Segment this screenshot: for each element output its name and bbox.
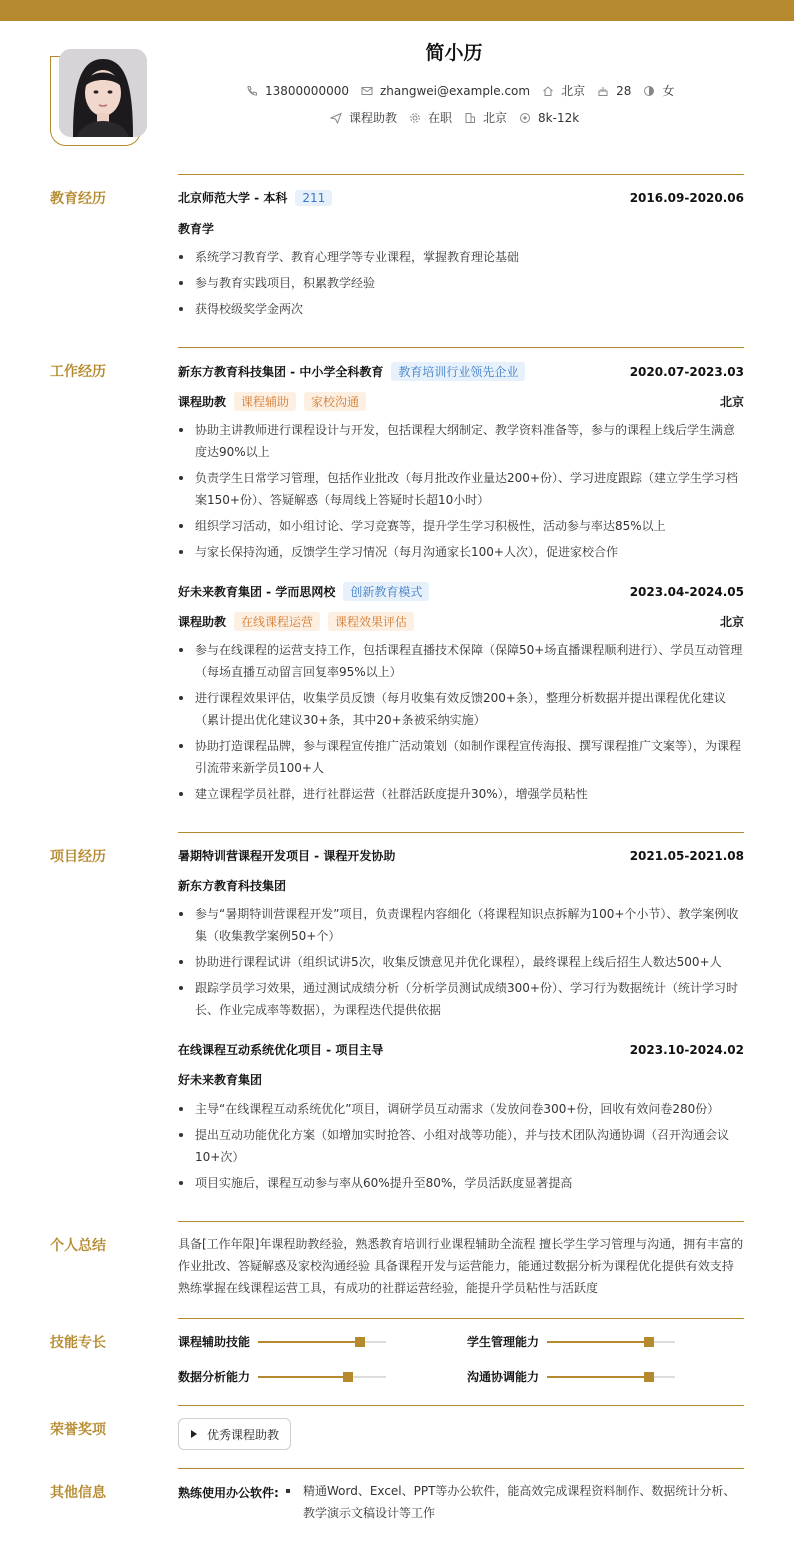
home-icon	[542, 85, 554, 97]
list-item: 与家长保持沟通，反馈学生学习情况（每月沟通家长100+人次），促进家校合作	[178, 541, 744, 563]
candidate-name: 简小历	[425, 42, 483, 64]
project-name: 暑期特训营课程开发项目 - 课程开发协助	[178, 849, 396, 863]
education-bullets	[178, 246, 744, 324]
skill-knob	[644, 1337, 654, 1347]
section-divider	[178, 1318, 744, 1319]
company-name: 新东方教育科技集团 - 中小学全科教育	[178, 365, 384, 379]
list-item: 项目实施后，课程互动参与率从60%提升至80%，学员活跃度显著提高	[178, 1172, 744, 1194]
section-title-summary: 个人总结	[50, 1238, 106, 1254]
section-title-other: 其他信息	[50, 1485, 106, 1501]
skill-item	[467, 1368, 675, 1385]
job-bullets	[178, 639, 744, 809]
section-divider	[178, 174, 744, 175]
section-title-work: 工作经历	[50, 364, 106, 380]
project-name: 在线课程互动系统优化项目 - 项目主导	[178, 1043, 384, 1057]
skill-item	[178, 1368, 386, 1385]
section-divider	[178, 832, 744, 833]
project-entry-head	[178, 1041, 744, 1058]
phone-icon	[246, 85, 258, 97]
project-org: 好未来教育集团	[178, 1073, 263, 1087]
list-item: 进行课程效果评估，收集学员反馈（每月收集有效反馈200+条），整理分析数据并提出课程优化建议（累计提出优化建议30+条，其中20+条被采纳实施）	[178, 687, 744, 731]
skill-item	[467, 1333, 675, 1350]
intent-salary: 8k-12k	[519, 111, 579, 125]
job-bullets	[178, 419, 744, 567]
contact-gender: 女	[643, 82, 674, 99]
job-role: 课程助教	[178, 615, 227, 629]
job-entry-head	[178, 582, 744, 601]
summary-text: 具备[工作年限]年课程助教经验，熟悉教育培训行业课程辅助全流程 擅长学生学习管理与沟通，拥有丰富的作业批改、答疑解惑及家校沟通经验 具备课程开发与运营能力，能通过数据分析为课程优化提供有效支持 熟练掌握在线课程运营工具，有成功的社群运营经验，能提升学员粘性与活跃度	[178, 1237, 744, 1295]
section-divider	[178, 1405, 744, 1406]
section-title-education: 教育经历	[50, 191, 106, 207]
list-item: 协助打造课程品牌，参与课程宣传推广活动策划（如制作课程宣传海报、撰写课程推广文案等），为课程引流带来新学员100+人	[178, 735, 744, 779]
skill-name: 数据分析能力	[178, 1370, 251, 1384]
project-org-row	[178, 877, 744, 894]
contact-row	[246, 82, 686, 99]
contact-age: 28	[597, 84, 631, 98]
education-entry-head	[178, 189, 744, 206]
skill-item	[178, 1333, 386, 1350]
list-item: 参与在线课程的运营支持工作，包括课程直播技术保障（保障50+场直播课程顺利进行）、学员互动管理（每场直播互动留言回复率95%以上）	[178, 639, 744, 683]
contact-phone: 13800000000	[246, 84, 349, 98]
project-org-row	[178, 1071, 744, 1088]
project-entry-head	[178, 847, 744, 864]
list-item: 参与教育实践项目，积累教学经验	[178, 272, 744, 294]
section-title-awards: 荣誉奖项	[50, 1422, 106, 1438]
skill-knob	[343, 1372, 353, 1382]
major: 教育学	[178, 222, 215, 236]
role-tag: 家校沟通	[304, 392, 366, 411]
list-item: 参与“暑期特训营课程开发”项目，负责课程内容细化（将课程知识点拆解为100+个小节）、教学案例收集（收集教学案例50+个）	[178, 903, 744, 947]
skill-knob	[355, 1337, 365, 1347]
list-item: 建立课程学员社群，进行社群运营（社群活跃度提升30%），增强学员粘性	[178, 783, 744, 805]
company-name: 好未来教育集团 - 学而思网校	[178, 585, 336, 599]
top-accent-bar	[0, 0, 794, 21]
list-item: 协助进行课程试讲（组织试讲5次，收集反馈意见并优化课程），最终课程上线后招生人数达500+人	[178, 951, 744, 973]
skill-name: 课程辅助技能	[178, 1335, 251, 1349]
skill-bar	[547, 1341, 675, 1343]
project-bullets	[178, 1098, 744, 1198]
send-icon	[330, 112, 342, 124]
list-item: 系统学习教育学、教育心理学等专业课程，掌握教育理论基础	[178, 246, 744, 268]
list-item: 主导“在线课程互动系统优化”项目，调研学员互动需求（发放问卷300+份，回收有效问卷280份）	[178, 1098, 744, 1120]
cake-icon	[597, 85, 609, 97]
job-role: 课程助教	[178, 395, 227, 409]
role-tag: 课程辅助	[234, 392, 296, 411]
intent-position: 课程助教	[330, 109, 397, 126]
section-divider	[178, 1221, 744, 1222]
building-icon	[464, 112, 476, 124]
award-label: 优秀课程助教	[207, 1427, 280, 1442]
gender-icon	[643, 85, 655, 97]
company-tag: 创新教育模式	[343, 582, 429, 601]
play-icon	[191, 1430, 197, 1438]
skill-fill	[547, 1341, 649, 1343]
company-tag: 教育培训行业领先企业	[391, 362, 525, 381]
project-date: 2021.05-2021.08	[629, 848, 744, 863]
job-location: 北京	[719, 615, 744, 629]
skill-name: 沟通协调能力	[467, 1370, 540, 1384]
skill-fill	[258, 1376, 348, 1378]
skill-bar	[547, 1376, 675, 1378]
role-tag: 课程效果评估	[328, 612, 414, 631]
list-item: 组织学习活动，如小组讨论、学习竞赛等，提升学生学习积极性，活动参与率达85%以上	[178, 515, 744, 537]
education-major-row	[178, 220, 744, 237]
contact-city: 北京	[542, 82, 585, 99]
school-name: 北京师范大学 - 本科	[178, 191, 288, 205]
job-date: 2020.07-2023.03	[629, 364, 744, 379]
intent-status: 在职	[409, 109, 452, 126]
list-item: 获得校级奖学金两次	[178, 298, 744, 320]
section-divider	[178, 1468, 744, 1469]
project-bullets	[178, 903, 744, 1025]
job-date: 2023.04-2024.05	[629, 584, 744, 599]
other-text: 精通Word、Excel、PPT等办公软件，能高效完成课程资料制作、数据统计分析、教学演示文稿设计等工作	[286, 1480, 744, 1524]
role-tag: 在线课程运营	[234, 612, 320, 631]
mail-icon	[361, 85, 373, 97]
job-intent-row	[330, 109, 591, 126]
list-item: 跟踪学员学习效果，通过测试成绩分析（分析学员测试成绩300+份）、学习行为数据统计（统计学习时长、作业完成率等数据），为课程迭代提供依据	[178, 977, 744, 1021]
skill-fill	[258, 1341, 360, 1343]
skill-knob	[644, 1372, 654, 1382]
section-title-skills: 技能专长	[50, 1335, 106, 1351]
list-item: 提出互动功能优化方案（如增加实时抢答、小组对战等功能），并与技术团队沟通协调（召开沟通会议10+次）	[178, 1124, 744, 1168]
intent-city: 北京	[464, 109, 507, 126]
contact-email: zhangwei@example.com	[361, 84, 530, 98]
section-divider	[178, 347, 744, 348]
skill-bar	[258, 1341, 386, 1343]
job-location: 北京	[719, 395, 744, 409]
other-label: 熟练使用办公软件:	[178, 1486, 279, 1500]
list-item: 负责学生日常学习管理，包括作业批改（每月批改作业量达200+份）、学习进度跟踪（建立学生学习档案150+份）、答疑解惑（每周线上答疑时长超10小时）	[178, 467, 744, 511]
project-date: 2023.10-2024.02	[629, 1042, 744, 1057]
section-title-projects: 项目经历	[50, 849, 106, 865]
gear-icon	[409, 112, 421, 124]
skill-bar	[258, 1376, 386, 1378]
list-item: 协助主讲教师进行课程设计与开发，包括课程大纲制定、教学资料准备等，参与的课程上线后学生满意度达90%以上	[178, 419, 744, 463]
education-date: 2016.09-2020.06	[629, 190, 744, 205]
job-role-row	[178, 392, 744, 411]
job-entry-head	[178, 362, 744, 381]
coin-icon	[519, 112, 531, 124]
school-tag: 211	[295, 190, 332, 206]
award-badge[interactable]	[178, 1418, 291, 1450]
job-role-row	[178, 612, 744, 631]
skill-name: 学生管理能力	[467, 1335, 540, 1349]
skill-fill	[547, 1376, 649, 1378]
project-org: 新东方教育科技集团	[178, 879, 287, 893]
